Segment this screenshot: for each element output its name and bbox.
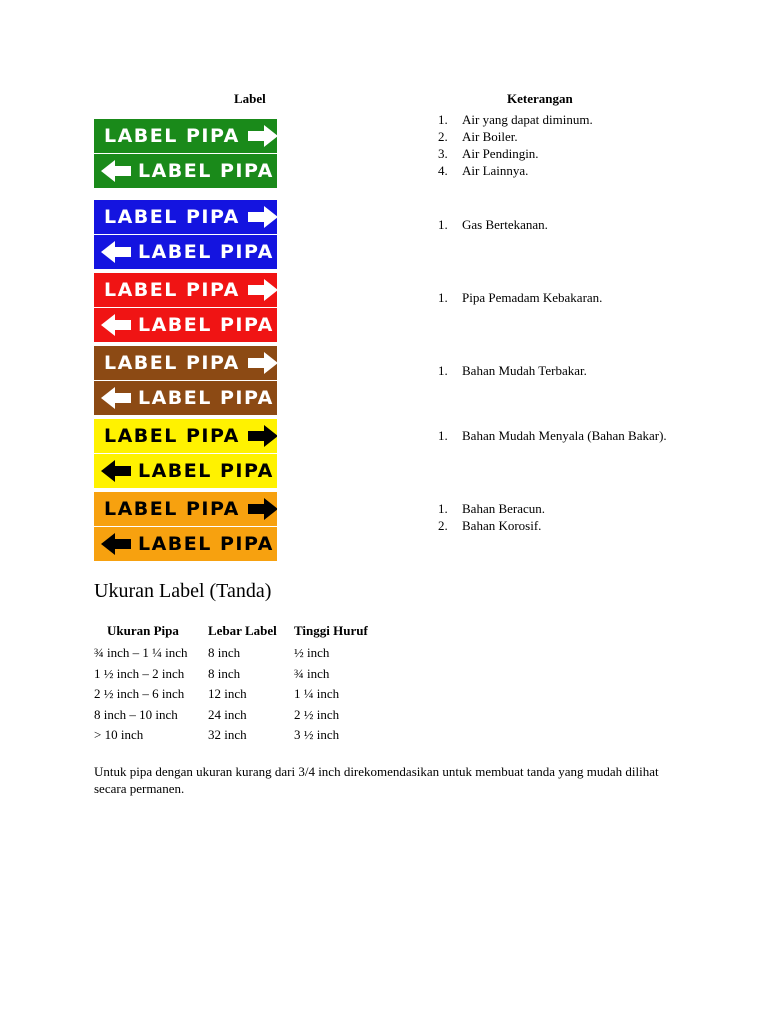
note-paragraph: Untuk pipa dengan ukuran kurang dari 3/4 inch direkomendasikan untuk membuat tanda yang mudah dilihat secara permanen. — [94, 764, 659, 796]
description-list-orange — [438, 500, 678, 534]
table-cell: ½ inch — [294, 645, 330, 661]
table-cell: 24 inch — [208, 706, 247, 722]
description-item-text: Bahan Beracun. — [462, 501, 546, 516]
pipe-label-brown-left — [94, 381, 277, 415]
pipe-label-brown-right — [94, 346, 277, 380]
arrow-right-icon — [248, 425, 277, 447]
description-item-text: Gas Bertekanan. — [462, 217, 548, 232]
pipe-label-text: LABEL PIPA — [104, 352, 240, 374]
keterangan-column-header: Keterangan — [507, 91, 573, 106]
size-table-header-row — [94, 623, 394, 643]
description-item-number: 1. — [438, 501, 448, 516]
pipe-label-yellow-right — [94, 419, 277, 453]
description-item-text: Air Boiler. — [462, 129, 518, 144]
table-row — [94, 664, 394, 685]
size-section-title: Ukuran Label (Tanda) — [94, 580, 272, 602]
description-list-brown — [438, 362, 678, 379]
table-cell: ¾ inch – 1 ¼ inch — [94, 645, 188, 661]
arrow-right-icon — [248, 206, 277, 228]
pipe-label-text: LABEL PIPA — [104, 498, 240, 520]
description-item — [438, 517, 678, 534]
pipe-label-red-right — [94, 273, 277, 307]
description-item-number: 1. — [438, 363, 448, 378]
description-list-green — [438, 111, 678, 179]
table-cell: 32 inch — [208, 727, 247, 743]
description-item-text: Bahan Mudah Menyala (Bahan Bakar). — [462, 428, 667, 443]
table-cell: ¾ inch — [294, 665, 330, 681]
description-item — [438, 427, 678, 444]
description-item-text: Bahan Mudah Terbakar. — [462, 363, 587, 378]
pipe-label-text: LABEL PIPA — [138, 533, 274, 555]
table-cell: 1 ½ inch – 2 inch — [94, 665, 185, 681]
pipe-label-text: LABEL PIPA — [138, 460, 274, 482]
pipe-label-text: LABEL PIPA — [138, 387, 274, 409]
pipe-label-green-left — [94, 154, 277, 188]
description-item-number: 2. — [438, 518, 448, 533]
arrow-left-icon — [101, 460, 131, 482]
table-row — [94, 684, 394, 705]
pipe-label-text: LABEL PIPA — [138, 241, 274, 263]
description-item-number: 1. — [438, 428, 448, 443]
description-item-text: Pipa Pemadam Kebakaran. — [462, 290, 603, 305]
description-item — [438, 145, 678, 162]
table-row — [94, 725, 394, 746]
description-item — [438, 162, 678, 179]
table-cell: 2 ½ inch – 6 inch — [94, 686, 185, 702]
table-cell: 3 ½ inch — [294, 727, 340, 743]
arrow-right-icon — [248, 352, 277, 374]
description-list-blue — [438, 216, 678, 233]
column-header-lebar-label: Lebar Label — [208, 623, 277, 638]
pipe-label-text: LABEL PIPA — [138, 314, 274, 336]
description-list-yellow — [438, 427, 678, 444]
description-item-number: 1. — [438, 112, 448, 127]
arrow-right-icon — [248, 125, 277, 147]
label-column-header: Label — [234, 91, 266, 106]
arrow-right-icon — [248, 498, 277, 520]
description-list-red — [438, 289, 678, 306]
pipe-label-red-left — [94, 308, 277, 342]
arrow-left-icon — [101, 387, 131, 409]
arrow-right-icon — [248, 279, 277, 301]
arrow-left-icon — [101, 160, 131, 182]
table-cell: 8 inch — [208, 645, 241, 661]
arrow-left-icon — [101, 241, 131, 263]
pipe-label-text: LABEL PIPA — [104, 206, 240, 228]
table-row — [94, 643, 394, 664]
description-item-text: Air Pendingin. — [462, 146, 539, 161]
arrow-left-icon — [101, 533, 131, 555]
pipe-label-text: LABEL PIPA — [104, 125, 240, 147]
description-item — [438, 216, 678, 233]
pipe-label-orange-left — [94, 527, 277, 561]
table-cell: 1 ¼ inch — [294, 686, 340, 702]
description-item-text: Bahan Korosif. — [462, 518, 542, 533]
table-cell: 2 ½ inch — [294, 706, 340, 722]
pipe-label-text: LABEL PIPA — [138, 160, 274, 182]
table-cell: 12 inch — [208, 686, 247, 702]
description-item-number: 1. — [438, 290, 448, 305]
description-item — [438, 111, 678, 128]
description-item-number: 2. — [438, 129, 448, 144]
pipe-label-text: LABEL PIPA — [104, 279, 240, 301]
description-item-number: 1. — [438, 217, 448, 232]
description-item — [438, 500, 678, 517]
description-item-number: 3. — [438, 146, 448, 161]
size-table — [94, 623, 394, 746]
table-cell: 8 inch – 10 inch — [94, 706, 178, 722]
table-cell: > 10 inch — [94, 727, 144, 743]
description-item — [438, 128, 678, 145]
description-item — [438, 289, 678, 306]
arrow-left-icon — [101, 314, 131, 336]
pipe-label-orange-right — [94, 492, 277, 526]
description-item — [438, 362, 678, 379]
pipe-label-blue-right — [94, 200, 277, 234]
pipe-label-blue-left — [94, 235, 277, 269]
pipe-label-green-right — [94, 119, 277, 153]
pipe-label-yellow-left — [94, 454, 277, 488]
description-item-text: Air Lainnya. — [462, 163, 529, 178]
column-header-ukuran-pipa: Ukuran Pipa — [107, 623, 179, 638]
table-row — [94, 705, 394, 726]
column-header-tinggi-huruf: Tinggi Huruf — [294, 623, 368, 638]
description-item-number: 4. — [438, 163, 448, 178]
description-item-text: Air yang dapat diminum. — [462, 112, 593, 127]
table-cell: 8 inch — [208, 665, 241, 681]
pipe-label-text: LABEL PIPA — [104, 425, 240, 447]
